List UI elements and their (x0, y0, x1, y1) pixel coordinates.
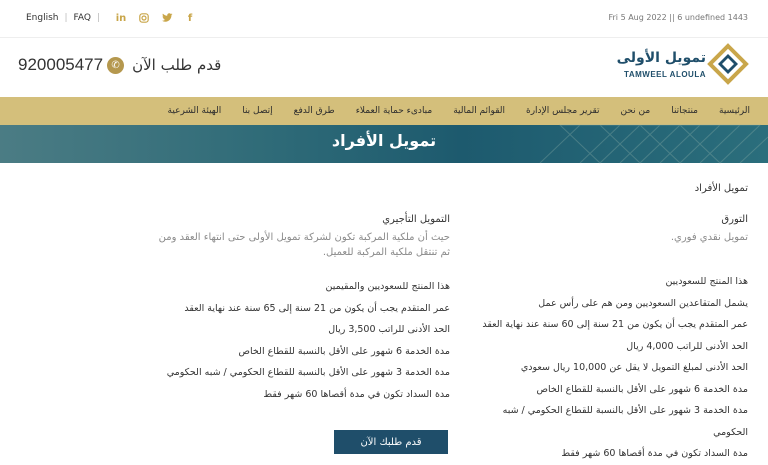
separator: | (64, 13, 68, 23)
nav-item-products[interactable]: منتجاتنا (671, 106, 698, 116)
list-item: هذا المنتج للسعوديين (665, 276, 748, 287)
twitter-icon[interactable] (161, 12, 173, 24)
list-item: مدة الخدمة 6 شهور على الأقل بالنسبة للقطاع الخاص (536, 383, 748, 395)
social-links (110, 12, 202, 24)
list-item: الحد الأدنى لمبلغ التمويل لا يقل عن 10,000 ريال سعودي (520, 362, 748, 373)
list-item: مدة الخدمة 6 شهور على الأقل بالنسبة للقطاع الخاص (238, 345, 450, 357)
phone-icon: ✆ (107, 57, 124, 74)
product-description: تمويل نقدي فوري. (670, 232, 748, 243)
list-item: عمر المتقدم يجب أن يكون من 21 سنة إلى 60 سنة عند نهاية العقد (482, 319, 748, 330)
logo[interactable] (608, 44, 748, 88)
product-heading: التورق (721, 214, 748, 225)
linkedin-icon[interactable]: in (115, 12, 127, 24)
nav-item-sharia-board[interactable]: الهيئة الشرعية (167, 106, 222, 116)
nav-item-financial-statements[interactable]: القوائم المالية (453, 106, 505, 116)
nav-item-home[interactable]: الرئيسية (719, 106, 750, 116)
nav-item-board-report[interactable]: تقرير مجلس الإدارة (526, 106, 600, 116)
list-item: الحكومي (713, 426, 748, 438)
logo-text-english: TAMWEEL ALOULA (624, 70, 706, 79)
site-header (0, 38, 768, 96)
list-item: عمر المتقدم يجب أن يكون من 21 سنة إلى 65 سنة عند نهاية العقد (184, 302, 450, 314)
list-item: الحد الأدنى للراتب 4,000 ريال (626, 340, 748, 352)
nav-item-about[interactable]: من نحن (620, 106, 651, 116)
separator: | (96, 13, 101, 23)
apply-now-link[interactable]: قدم طلب الآن (132, 56, 222, 74)
nav-item-contact[interactable]: إتصل بنا (242, 106, 273, 116)
phone-number[interactable]: 920005477 (18, 55, 104, 74)
apply-now-button[interactable]: قدم طلبك الآن (334, 430, 448, 454)
facebook-icon[interactable]: f (187, 12, 193, 24)
list-item: مدة السداد تكون في مدة أقصاها 60 شهر فقط (561, 448, 748, 459)
list-item: مدة السداد تكون في مدة أقصاها 60 شهر فقط (263, 388, 450, 400)
product-tawarruq (448, 214, 748, 465)
nav-item-payment-methods[interactable]: طرق الدفع (293, 106, 335, 116)
instagram-icon[interactable] (138, 12, 150, 24)
faq-link[interactable]: FAQ (73, 13, 91, 23)
product-leasing (150, 214, 450, 405)
top-links (26, 12, 208, 24)
breadcrumb: تمويل الأفراد (694, 183, 748, 194)
list-item: هذا المنتج للسعوديين والمقيمين (325, 281, 450, 292)
logo-text-arabic: تمويل الأولى (616, 50, 706, 66)
date-display: Fri 5 Aug 2022 || 6 undefined 1443 (608, 13, 748, 22)
list-item: مدة الخدمة 3 شهور على الأقل بالنسبة للقطاع الحكومي / شبه الحكومي (166, 367, 450, 378)
english-link[interactable]: English (26, 13, 59, 23)
phone-cta[interactable] (18, 55, 221, 75)
list-item: الحد الأدنى للراتب 3,500 ريال (328, 324, 450, 335)
page-title: تمويل الأفراد (331, 131, 437, 150)
page-banner (0, 125, 768, 163)
list-item: مدة الخدمة 3 شهور على الأقل بالنسبة للقطاع الحكومي / شبه (502, 405, 748, 416)
main-nav (0, 97, 768, 125)
product-description: حيث أن ملكية المركبة تكون لشركة تمويل الأولى حتى انتهاء العقد ومن ثم تنتقل ملكية المركبة للعميل. (158, 232, 450, 258)
list-item: يشمل المتقاعدين السعوديين ومن هم على رأس عمل (538, 297, 748, 309)
nav-item-customer-protection[interactable]: مبادىء حماية العملاء (355, 106, 433, 116)
product-heading: التمويل التأجيري (382, 214, 450, 225)
logo-mark-icon (708, 44, 748, 88)
top-bar (0, 0, 768, 38)
